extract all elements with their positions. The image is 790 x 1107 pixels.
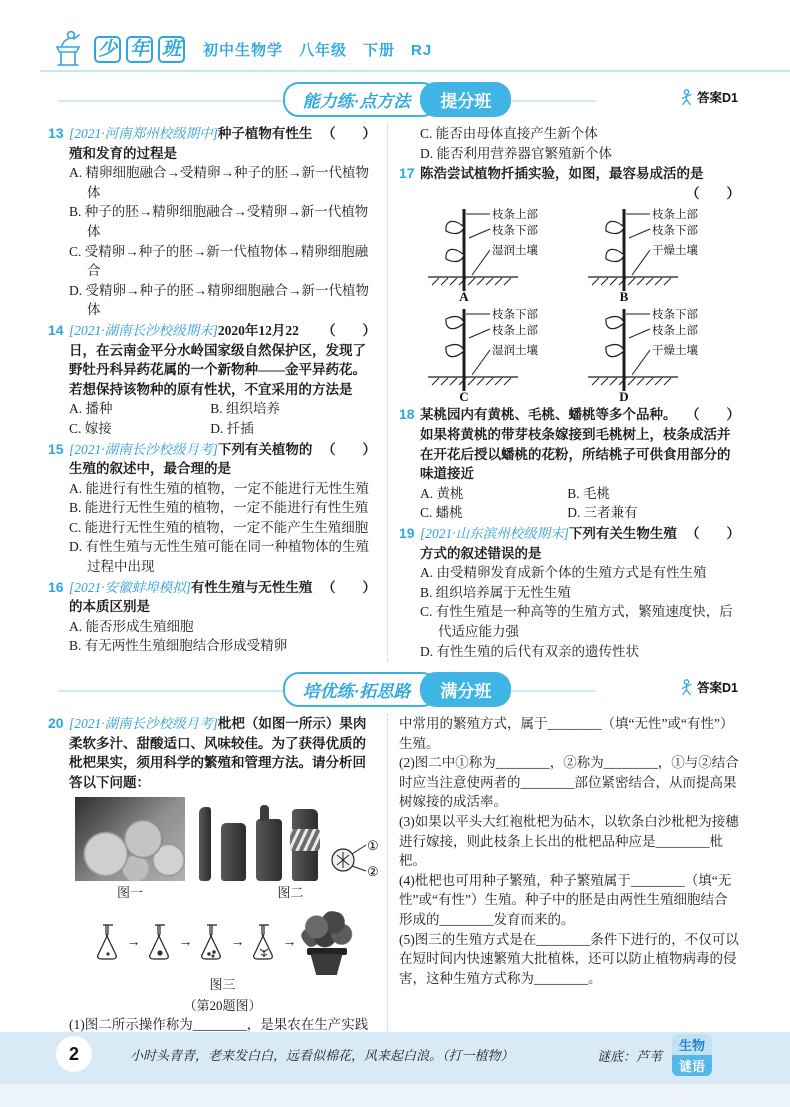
- figure-letter: D: [619, 389, 629, 404]
- cutting-label: 枝条上部: [492, 325, 538, 338]
- figure-letter: B: [619, 289, 629, 304]
- option-c: C. 有性生殖是一种高等的生殖方式，繁殖速度快，后代适应能力强: [420, 604, 733, 639]
- riddle-text: 小时头青青，老来发白白，远看似棉花，风来起白浪。（打一植物）: [130, 1048, 514, 1063]
- answer-paren: （ ）: [322, 126, 376, 141]
- right-column: [388, 124, 740, 662]
- graft-cross-section-icon: [328, 835, 382, 881]
- person-icon: [680, 89, 693, 106]
- right-column: [388, 714, 740, 1036]
- option-b: B. 能进行无性生殖的植物，一定不能进行有性生殖: [69, 500, 369, 516]
- question-source: [2021·湖南长沙校级期末]: [69, 322, 218, 338]
- question-source: [2021·湖南长沙校级月考]: [69, 716, 218, 732]
- plant-foliage: [301, 911, 353, 951]
- option-a: A. 黄桃: [420, 485, 464, 501]
- subquestion-1: (1)图二所示操作称为________，是果农在生产实践: [69, 1017, 369, 1033]
- question-17: [399, 164, 740, 403]
- question-source: [2021·河南郑州校级期中]: [69, 126, 218, 141]
- question-stem: 2020年12月22日，在云南金平分水岭国家级自然保护区，发现了野牡丹科异药花属的一个新物种——金平异药花。若想保持该物种的原有性状，不宜采用的方法是: [69, 322, 366, 397]
- flower-pot: [311, 954, 343, 975]
- option-a: A. 播种: [69, 401, 113, 417]
- option-c: C. 能进行无性生殖的植物，一定不能产生生殖细胞: [69, 519, 369, 535]
- arrow-icon: →: [282, 935, 297, 951]
- question-stem: 枇杷（如图一所示）果肉柔软多汁、甜酸适口、风味较佳。为了获得优质的枇杷果实，须用科学的繁殖和管理方法。请分析回答以下问题：: [69, 716, 367, 790]
- book-subtitle: 初中生物学 八年级 下册 RJ: [203, 41, 433, 59]
- graft-branches: [199, 797, 382, 881]
- answer-paren: （ ）: [322, 322, 376, 338]
- page-footer: [0, 1032, 790, 1107]
- cutting-label: 枝条上部: [652, 209, 698, 222]
- question-15: [48, 440, 376, 577]
- answer-ref-label: 答案D1: [697, 91, 738, 105]
- option-d: D. 扦插: [210, 420, 254, 436]
- cutting-label: 干燥土壤: [652, 345, 698, 358]
- cutting-label: 枝条下部: [492, 309, 538, 322]
- figure-1-label: 图一: [116, 885, 143, 901]
- cutting-label: 枝条下部: [652, 309, 698, 322]
- cutting-label: 湿润土壤: [492, 245, 538, 258]
- option-a: A. 由受精卵发育成新个体的生殖方式是有性生殖: [420, 565, 707, 581]
- option-d: D. 有性生殖与无性生殖可能在同一种植物体的生殖过程中出现: [69, 539, 369, 575]
- option-a: A. 能进行有性生殖的植物，一定不能进行无性生殖: [69, 480, 369, 496]
- question-stem: 有性生殖与无性生殖的本质区别是: [69, 579, 313, 615]
- option-grid: [420, 484, 740, 523]
- subquestion-5: (5)图三的生殖方式是在________条件下进行的，不仅可以在短时间内快速繁殖大批植株，还可以防止植物病毒的侵害，这种生殖方式称为________。: [399, 931, 739, 986]
- question-stem-row: [69, 714, 376, 792]
- option-c: C. 能否由母体直接产生新个体: [420, 126, 598, 141]
- question-16-continued: [399, 124, 740, 163]
- scion-twig: [199, 807, 211, 881]
- cutting-label: 枝条上部: [492, 209, 538, 222]
- answer-paren: （ ）: [686, 525, 740, 541]
- bound-graft: [292, 809, 318, 881]
- option-d: D. 能否利用营养器官繁殖新个体: [420, 145, 612, 161]
- question-stem: 下列有关植物的生殖的叙述中，最合理的是: [69, 441, 313, 477]
- question-16: [48, 578, 376, 656]
- banner-badge: 满分班: [420, 672, 511, 707]
- left-column: [48, 714, 388, 1036]
- figure-letter: C: [459, 389, 469, 404]
- answer-paren: （ ）: [686, 407, 740, 423]
- cutting-label: 枝条下部: [652, 225, 698, 238]
- biology-riddle-badge: [672, 1034, 712, 1076]
- question-source: [2021·安徽蚌埠模拟]: [69, 579, 191, 595]
- rootstock-stump: [221, 823, 246, 881]
- cutting-figure-d: [586, 305, 746, 403]
- person-icon: [680, 679, 693, 696]
- question-stem-row: [69, 440, 376, 479]
- option-grid: [69, 399, 376, 438]
- question-number: 18: [399, 406, 415, 423]
- option-d: D. 有性生殖的后代有双亲的遗传性状: [420, 643, 639, 659]
- subquestion-2: (2)图二中①称为________，②称为________，①与②结合时应当注意使两者的________部位紧密结合，从而提高果树嫁接的成活率。: [399, 755, 739, 810]
- question-stem: 下列有关生物生殖方式的叙述错误的是: [420, 525, 677, 561]
- logo-char: 班: [158, 36, 185, 63]
- brand-logo: [94, 36, 185, 63]
- question-19: [399, 524, 740, 661]
- banner-title: 能力练·点方法: [283, 82, 439, 117]
- option-a: A. 能否形成生殖细胞: [69, 618, 194, 634]
- question-source: [2021·山东滨州校级期末]: [420, 525, 569, 541]
- option-c: C. 蟠桃: [420, 505, 463, 521]
- flask-icon: [144, 923, 176, 963]
- question-13: [48, 124, 376, 320]
- cutting-label: 干燥土壤: [652, 245, 698, 258]
- option-b: B. 种子的胚→精卵细胞融合→受精卵→新一代植物体: [69, 204, 369, 239]
- question-number: 19: [399, 524, 415, 541]
- option-c: C. 嫁接: [69, 420, 112, 436]
- option-b: B. 组织培养属于无性生殖: [420, 584, 571, 600]
- arrow-icon: →: [178, 935, 193, 951]
- mark-1: ①: [367, 838, 379, 854]
- subquestion-1-continued: 中常用的繁殖方式，属于________（填“无性”或“有性”）生殖。: [399, 716, 734, 751]
- badge-top-label: 生物: [672, 1034, 712, 1055]
- exercise-section-2: [0, 712, 790, 1036]
- question-stem-row: [69, 321, 376, 399]
- question-number: 16: [48, 578, 64, 595]
- option-b: B. 毛桃: [567, 485, 610, 501]
- question-stem: 种子植物有性生殖和发育的过程是: [69, 126, 313, 161]
- left-column: [48, 124, 388, 662]
- figure-row-1: [75, 797, 379, 903]
- cutting-figure-c: [426, 305, 586, 403]
- question-number: 13: [48, 125, 64, 141]
- banner-pills: [48, 82, 746, 117]
- cutting-label: 枝条上部: [652, 325, 698, 338]
- cutting-label: 枝条下部: [492, 225, 538, 238]
- question-stem-row: [420, 164, 740, 184]
- question-number: 14: [48, 321, 64, 338]
- answer-reference: [680, 88, 738, 106]
- question-stem: 某桃园内有黄桃、毛桃、蟠桃等多个品种。如果将黄桃的带芽枝条嫁接到毛桃树上，枝条成活并在开花后授以蟠桃的花粉，所结桃子可供食用部分的味道接近: [420, 407, 731, 482]
- figure-3-label: 图三: [209, 977, 236, 993]
- option-a: A. 精卵细胞融合→受精卵→种子的胚→新一代植物体: [69, 165, 369, 200]
- arrow-icon: →: [126, 935, 141, 951]
- banner-title: 培优练·拓思路: [283, 672, 439, 707]
- subquestion-3: (3)如果以平头大红袍枇杷为砧木，以软条白沙枇杷为接穗进行嫁接，则此枝条上长出的枇杷品种应是________枇杷。: [399, 814, 739, 869]
- answer-paren: （ ）: [686, 185, 740, 201]
- question-18: [399, 405, 740, 523]
- answer-ref-label: 答案D1: [697, 681, 738, 696]
- page-header: [0, 0, 790, 68]
- figure-letter: A: [459, 289, 469, 304]
- cutting-figures: [426, 205, 740, 403]
- question-14: [48, 321, 376, 439]
- flask-icon: [196, 923, 228, 963]
- arrow-icon: →: [230, 935, 245, 951]
- page-number: 2: [56, 1036, 92, 1072]
- mark-2: ②: [367, 864, 379, 880]
- figure-caption: （第20题图）: [183, 997, 262, 1013]
- potted-plant: [300, 911, 354, 975]
- loquat-photo: [75, 797, 185, 881]
- section-banner-advanced: [48, 670, 746, 706]
- footer-band: [0, 1032, 790, 1084]
- question-stem-row: [69, 578, 376, 617]
- stump-with-scion: [256, 819, 282, 881]
- question-20: [48, 714, 379, 1035]
- pot-rim: [307, 948, 347, 955]
- question-number: 17: [399, 165, 415, 182]
- figure-2: [199, 797, 382, 903]
- figure-1: [75, 797, 185, 903]
- riddle-answer: 谜底：芦苇: [596, 1049, 662, 1064]
- subquestion-4: (4)枇杷也可用种子繁殖，种子繁殖属于________（填“无性”或“有性”）生殖。种子中的胚是由两性生殖细胞结合形成的________发育而来的。: [399, 872, 732, 928]
- banner-pills: [48, 672, 746, 707]
- graft-binding: [290, 829, 320, 851]
- logo-char: 年: [126, 36, 153, 63]
- question-number: 15: [48, 440, 64, 457]
- logo-char: 少: [94, 36, 121, 63]
- question-source: [2021·湖南长沙校级月考]: [69, 441, 218, 457]
- question-stem-row: [69, 124, 376, 163]
- option-c: C. 受精卵→种子的胚→新一代植物体→精卵细胞融合: [69, 243, 369, 279]
- question-number: 20: [48, 715, 64, 732]
- cutting-figure-a: [426, 205, 586, 303]
- option-b: B. 组织培养: [210, 401, 280, 417]
- badge-bottom-label: 谜语: [672, 1055, 712, 1076]
- question-stem: 陈浩尝试植物扦插实验，如图，最容易成活的是: [420, 166, 704, 182]
- option-d: D. 三者兼有: [567, 505, 638, 521]
- answer-reference: [680, 678, 738, 696]
- question-stem-row: [420, 524, 740, 563]
- cutting-figure-b: [586, 205, 746, 303]
- figure-2-label: 图二: [277, 885, 304, 901]
- cutting-label: 湿润土壤: [492, 345, 538, 358]
- question-stem-row: [420, 405, 740, 483]
- header-divider: [40, 70, 790, 72]
- figure-row-3: [69, 911, 376, 975]
- exercise-section-1: [0, 122, 790, 662]
- answer-paren: （ ）: [322, 579, 376, 595]
- flask-icon: [248, 923, 280, 963]
- option-d: D. 受精卵→种子的胚→精卵细胞融合→新一代植物体: [69, 282, 369, 318]
- lecturer-logo-icon: [48, 29, 88, 69]
- banner-badge: 提分班: [420, 82, 511, 117]
- flask-icon: [92, 923, 124, 963]
- section-banner-ability: [48, 80, 746, 116]
- option-b: B. 有无两性生殖细胞结合形成受精卵: [69, 638, 288, 654]
- answer-paren: （ ）: [322, 441, 376, 457]
